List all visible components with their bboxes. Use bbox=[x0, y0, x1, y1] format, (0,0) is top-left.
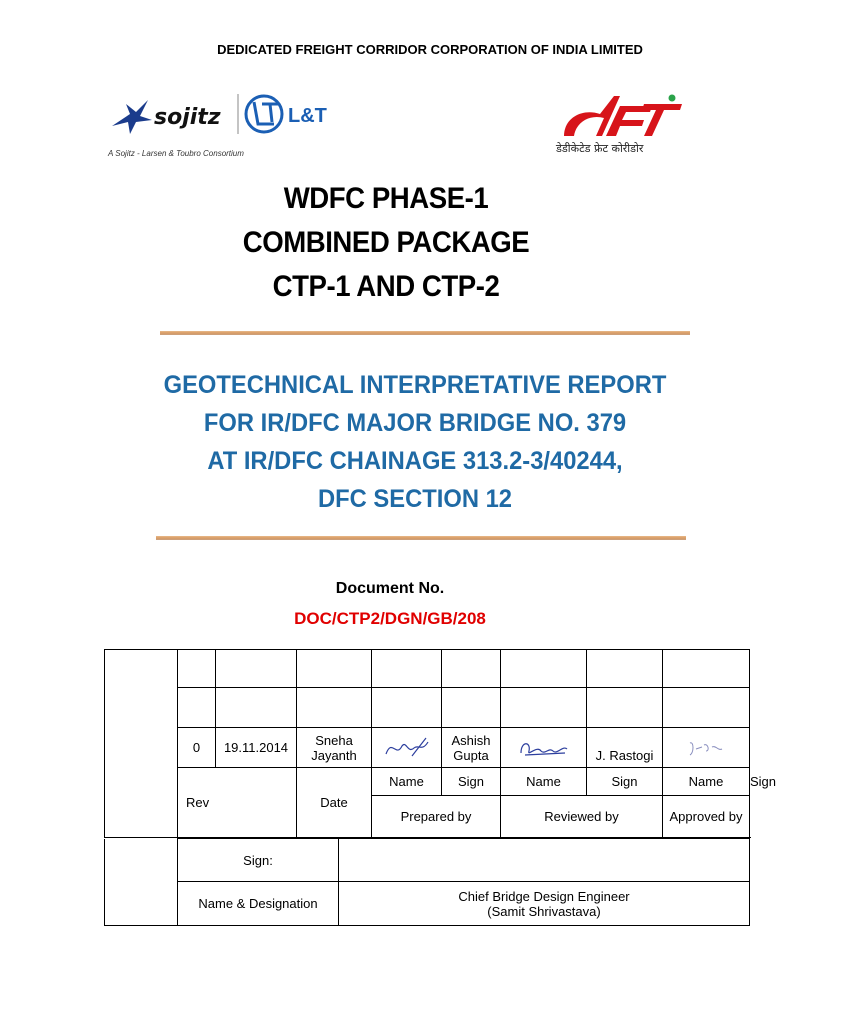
lt-emblem-icon bbox=[246, 96, 282, 132]
document-number-label: Document No. bbox=[335, 580, 445, 597]
prepared-name-value: Sneha Jayanth bbox=[297, 728, 372, 768]
table-row bbox=[105, 728, 750, 768]
table-cell bbox=[501, 688, 587, 728]
approval-table bbox=[104, 838, 750, 926]
sign-label: Sign: bbox=[178, 839, 339, 882]
reviewed-sign-header: Sign bbox=[587, 768, 663, 796]
table-cell bbox=[663, 688, 750, 728]
prepared-sign-header: Sign bbox=[442, 768, 501, 796]
title-line-2: COMBINED PACKAGE bbox=[242, 226, 530, 259]
approved-by-header: Approved by bbox=[663, 796, 750, 838]
reviewed-name-header: Name bbox=[501, 768, 587, 796]
subtitle-line-1: GEOTECHNICAL INTERPRETATIVE REPORT bbox=[163, 371, 667, 399]
table-cell bbox=[501, 650, 587, 688]
subtitle-divider bbox=[156, 536, 686, 540]
dfc-logo bbox=[556, 92, 696, 156]
table-cell bbox=[587, 650, 663, 688]
designee-name: (Samit Shrivastava) bbox=[487, 903, 601, 919]
approved-name-value: J. Rastogi bbox=[587, 728, 663, 768]
table-cell bbox=[297, 688, 372, 728]
table-cell bbox=[216, 650, 297, 688]
table-cell bbox=[297, 650, 372, 688]
title-divider bbox=[160, 331, 690, 335]
reviewed-by-header: Reviewed by bbox=[501, 796, 663, 838]
table-row: Rev Date Name Sign Name Sign Name Sign bbox=[105, 768, 750, 796]
table-row bbox=[105, 688, 750, 728]
table-cell bbox=[442, 650, 501, 688]
subtitle-line-2: FOR IR/DFC MAJOR BRIDGE NO. 379 bbox=[203, 409, 627, 437]
table-cell bbox=[372, 650, 442, 688]
prepared-by-header: Prepared by bbox=[372, 796, 501, 838]
prepared-signature bbox=[372, 728, 442, 768]
date-header: Date bbox=[297, 768, 372, 838]
revision-table bbox=[104, 649, 777, 838]
lt-wordmark: L&T bbox=[288, 105, 327, 127]
table-cell bbox=[442, 688, 501, 728]
name-designation-label: Name & Designation bbox=[178, 882, 339, 926]
table-cell bbox=[105, 650, 178, 768]
reviewed-name-value: Ashish Gupta bbox=[442, 728, 501, 768]
rev-value: 0 bbox=[178, 728, 216, 768]
table-cell bbox=[105, 839, 178, 926]
reviewed-signature bbox=[501, 728, 587, 768]
table-cell bbox=[587, 688, 663, 728]
dfc-hindi-name: डेडीकेटेड फ्रेट कोरीडोर bbox=[556, 142, 644, 155]
table-cell bbox=[178, 650, 216, 688]
sojitz-star-icon bbox=[112, 100, 152, 134]
prepared-name-header: Name bbox=[372, 768, 442, 796]
table-cell bbox=[372, 688, 442, 728]
table-row bbox=[105, 882, 750, 926]
approved-name-header: Name bbox=[663, 768, 750, 796]
consortium-logo bbox=[108, 88, 348, 160]
table-row bbox=[105, 650, 750, 688]
table-cell bbox=[216, 688, 297, 728]
rev-header: Rev bbox=[178, 768, 297, 838]
designation-title: Chief Bridge Design Engineer bbox=[458, 888, 630, 904]
document-number: DOC/CTP2/DGN/GB/208 bbox=[294, 609, 486, 628]
sign-field bbox=[339, 839, 750, 882]
consortium-tagline: A Sojitz - Larsen & Toubro Consortium bbox=[108, 149, 244, 158]
table-cell bbox=[178, 688, 216, 728]
organization-header: DEDICATED FREIGHT CORRIDOR CORPORATION OF INDIA LIMITED bbox=[217, 42, 643, 57]
approved-signature bbox=[663, 728, 750, 768]
table-cell bbox=[105, 768, 178, 838]
green-dot-icon bbox=[669, 95, 676, 102]
subtitle-line-4: DFC SECTION 12 bbox=[317, 485, 512, 513]
subtitle-line-3: AT IR/DFC CHAINAGE 313.2-3/40244, bbox=[207, 447, 623, 475]
sojitz-wordmark: sojitz bbox=[154, 105, 221, 130]
table-row bbox=[105, 839, 750, 882]
designation-cell bbox=[339, 882, 750, 926]
dfc-wordmark-icon bbox=[564, 96, 682, 136]
title-line-1: WDFC PHASE-1 bbox=[283, 182, 489, 215]
table-cell bbox=[663, 650, 750, 688]
date-value: 19.11.2014 bbox=[216, 728, 297, 768]
title-line-3: CTP-1 AND CTP-2 bbox=[272, 270, 500, 303]
